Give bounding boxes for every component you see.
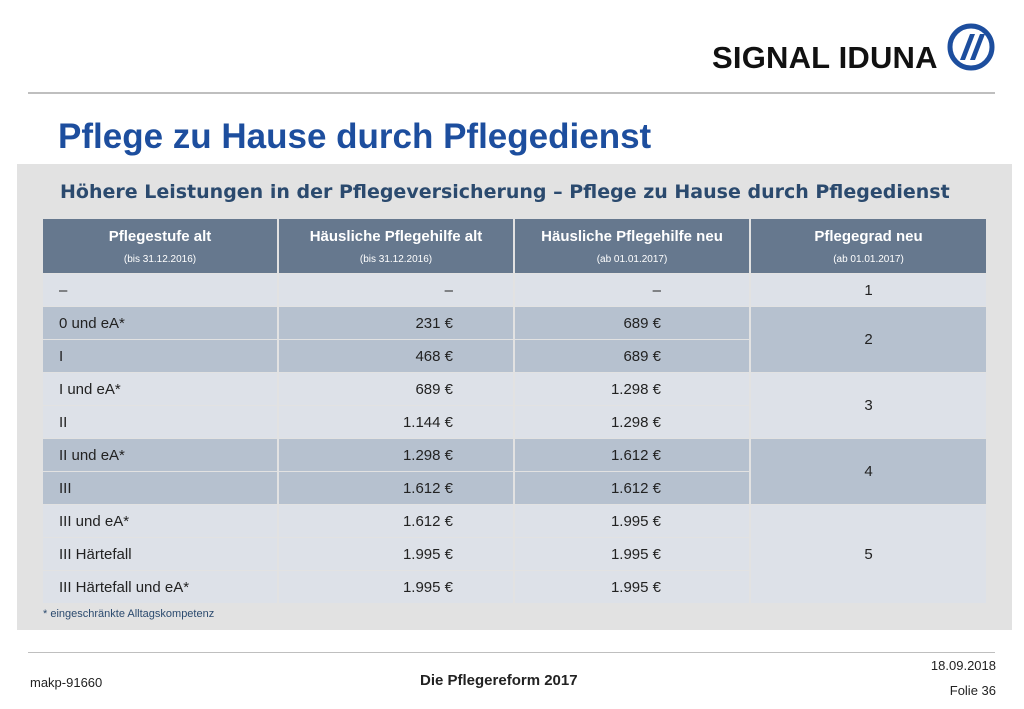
table-cell: 1.612 € (515, 472, 749, 504)
table-cell: 231 € (279, 307, 513, 339)
table-cell: 689 € (279, 373, 513, 405)
table-cell: 1.612 € (515, 439, 749, 471)
header-sublabel: (ab 01.01.2017) (833, 254, 904, 265)
table-cell: 1.298 € (515, 406, 749, 438)
signal-iduna-logo-icon (946, 22, 996, 72)
header-label: Pflegegrad neu (814, 228, 923, 245)
table-cell: I und eA* (43, 373, 277, 405)
table-cell: 1.995 € (515, 571, 749, 603)
footer-date: 18.09.2018 (930, 658, 996, 673)
header-label: Häusliche Pflegehilfe alt (309, 228, 483, 245)
table-cell: 1.612 € (279, 472, 513, 504)
pflegegrad-cell: 5 (751, 505, 986, 603)
table-cell: 468 € (279, 340, 513, 372)
table-cell: II (43, 406, 277, 438)
table-header-2 (279, 219, 513, 273)
table-cell: 689 € (515, 307, 749, 339)
header-label: Pflegestufe alt (108, 228, 212, 245)
table-header-4 (751, 219, 986, 273)
table-cell: 1.995 € (279, 538, 513, 570)
table-cell: III und eA* (43, 505, 277, 537)
footer-title: Die Pflegereform 2017 (420, 672, 578, 689)
table-cell: III (43, 472, 277, 504)
table-cell: III Härtefall und eA* (43, 571, 277, 603)
table-cell: II und eA* (43, 439, 277, 471)
table-cell: 1.612 € (279, 505, 513, 537)
footer-divider (28, 652, 995, 653)
table-cell: 689 € (515, 340, 749, 372)
slide-title: Pflege zu Hause durch Pflegedienst (58, 117, 652, 156)
panel-subtitle: Höhere Leistungen in der Pflegeversicherung – Pflege zu Hause durch Pflegedienst (60, 181, 950, 203)
table-cell: 0 und eA* (43, 307, 277, 339)
pflegegrad-cell: 3 (751, 373, 986, 438)
table-cell: III Härtefall (43, 538, 277, 570)
header-label: Häusliche Pflegehilfe neu (541, 228, 723, 245)
header-sublabel: (bis 31.12.2016) (123, 254, 197, 265)
table-cell: 1.995 € (515, 538, 749, 570)
footer-slide-number: Folie 36 (949, 683, 996, 698)
pflegegrad-cell: 4 (751, 439, 986, 504)
footer-code: makp-91660 (30, 675, 103, 690)
table-cell: 1.995 € (279, 571, 513, 603)
header-sublabel: (bis 31.12.2016) (359, 254, 433, 265)
table-cell: I (43, 340, 277, 372)
pflegegrad-cell: 2 (751, 307, 986, 372)
table-header-1 (43, 219, 277, 273)
table-cell: 1.144 € (279, 406, 513, 438)
table-cell: – (279, 274, 513, 306)
footnote: * eingeschränkte Alltagskompetenz (43, 608, 215, 620)
table-header-3 (515, 219, 749, 273)
pflegegrad-cell: 1 (751, 274, 986, 306)
table-cell: 1.298 € (515, 373, 749, 405)
benefits-table (43, 219, 986, 602)
table-cell: 1.298 € (279, 439, 513, 471)
brand-name: SIGNAL IDUNA (712, 40, 938, 75)
header-sublabel: (ab 01.01.2017) (596, 254, 668, 265)
table-cell: 1.995 € (515, 505, 749, 537)
table-cell: – (43, 274, 277, 306)
header-divider (28, 92, 995, 94)
table-cell: – (515, 274, 749, 306)
